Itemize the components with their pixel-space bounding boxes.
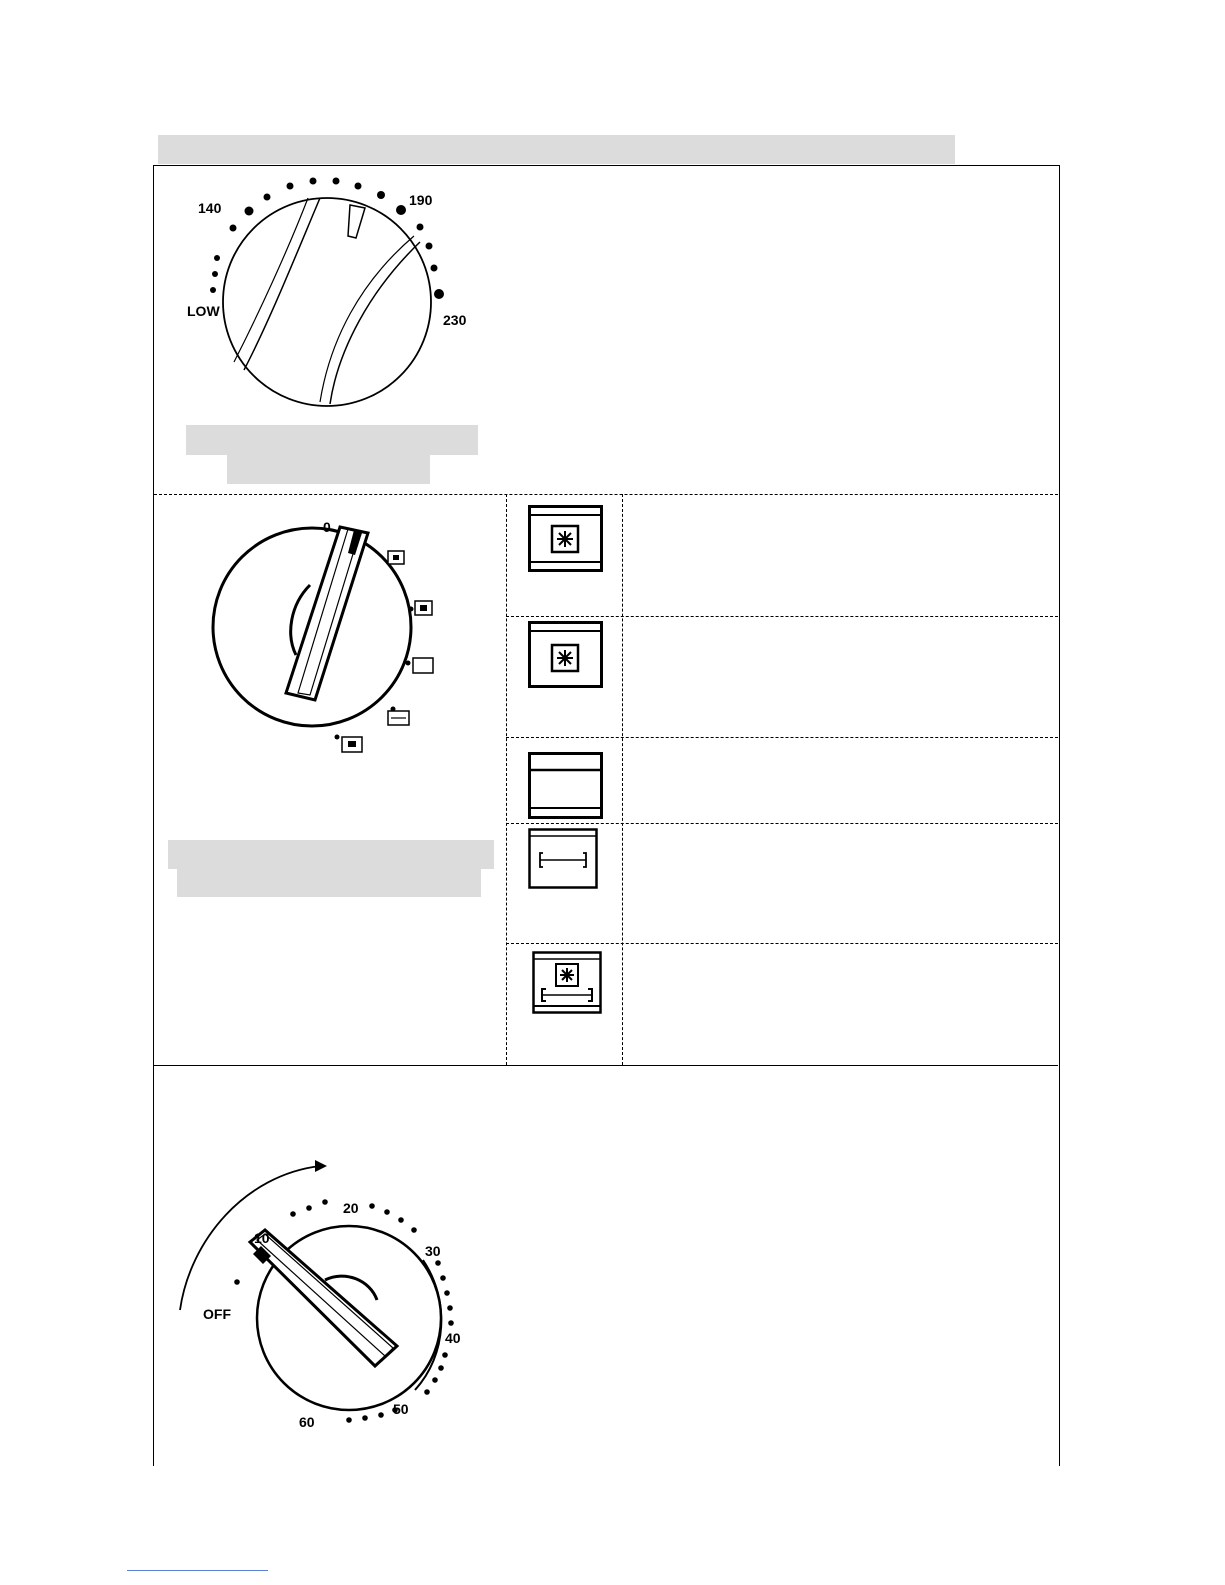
grill-icon bbox=[528, 828, 600, 890]
top-bottom-heat-icon bbox=[528, 752, 604, 820]
function-caption-bar-2 bbox=[177, 869, 481, 897]
thermostat-knob-illustration bbox=[170, 170, 490, 420]
function-knob-zero-label: 0 bbox=[323, 519, 331, 535]
thermostat-knob-body bbox=[223, 198, 431, 406]
row-divider-2 bbox=[154, 1065, 1058, 1066]
timer-label-60: 60 bbox=[299, 1414, 315, 1430]
fan-top-bottom-heat-icon bbox=[528, 505, 604, 573]
timer-knob-illustration bbox=[165, 1150, 485, 1440]
icon-row-divider-4 bbox=[506, 943, 1058, 944]
thermostat-caption-bar-2 bbox=[227, 455, 430, 484]
timer-label-30: 30 bbox=[425, 1243, 441, 1259]
icon-row-divider-1 bbox=[506, 616, 1058, 617]
column-divider-left bbox=[506, 494, 507, 1065]
thermostat-label-190: 190 bbox=[409, 192, 433, 208]
row-divider-1 bbox=[154, 494, 1058, 495]
fan-top-heat-icon bbox=[528, 621, 604, 689]
thermostat-label-low: LOW bbox=[187, 303, 220, 319]
timer-label-10: 10 bbox=[254, 1230, 270, 1246]
icon-row-divider-3 bbox=[506, 823, 1058, 824]
timer-label-20: 20 bbox=[343, 1200, 359, 1216]
section-header-bar bbox=[158, 135, 955, 164]
fan-grill-icon bbox=[532, 951, 604, 1017]
function-knob-illustration bbox=[200, 515, 460, 765]
timer-label-off: OFF bbox=[203, 1306, 231, 1322]
icon-row-divider-2 bbox=[506, 737, 1058, 738]
timer-label-40: 40 bbox=[445, 1330, 461, 1346]
thermostat-caption-bar-1 bbox=[186, 425, 478, 455]
thermostat-label-140: 140 bbox=[198, 200, 222, 216]
column-divider-right bbox=[622, 494, 623, 1065]
timer-label-50: 50 bbox=[393, 1401, 409, 1417]
thermostat-label-230: 230 bbox=[443, 312, 467, 328]
footnote-separator bbox=[127, 1570, 268, 1571]
function-caption-bar-1 bbox=[168, 840, 494, 869]
